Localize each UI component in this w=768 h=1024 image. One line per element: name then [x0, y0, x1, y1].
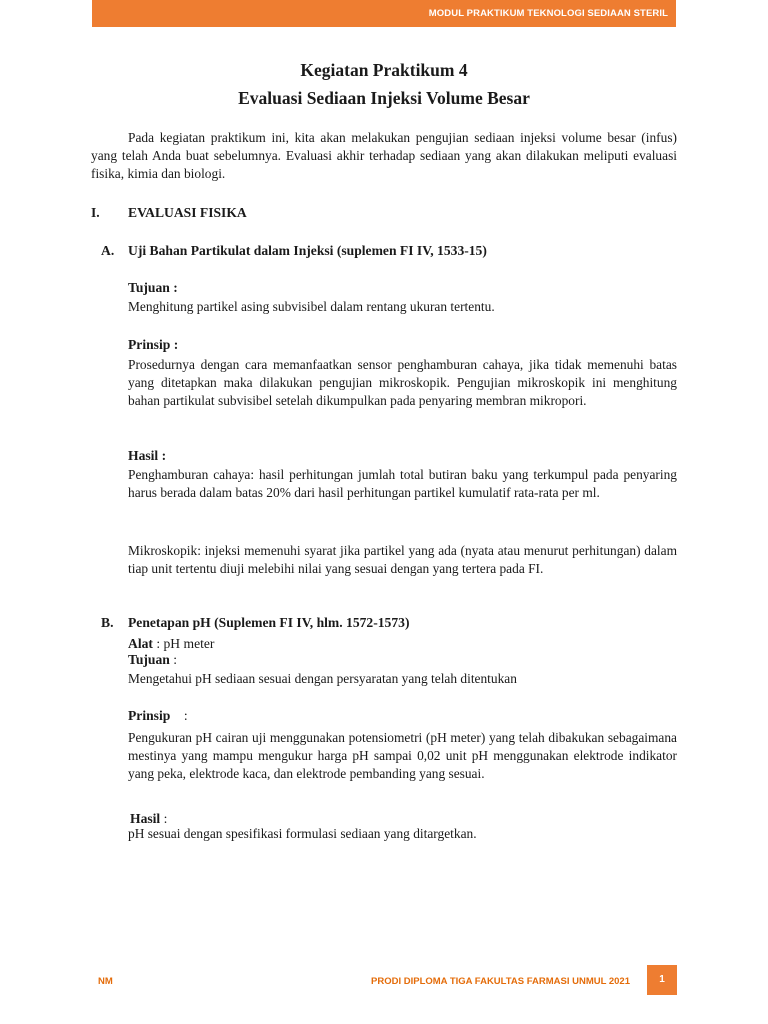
footer-initials: NM	[98, 976, 113, 987]
prinsip-b-label: Prinsip	[128, 708, 171, 723]
page-number: 1	[647, 965, 677, 995]
tujuan-b-colon: :	[169, 652, 178, 667]
prinsip-text: Prosedurnya dengan cara memanfaatkan sensor penghamburan cahaya, jika tidak memenuhi batas yang ditetapkan maka dilakukan pengujian mikroskopik. Pengujian mikroskopik ini menghitung bahan partikulat subvisibel setelah dikumpulkan pada penyaring membran mikropori.	[128, 357, 677, 409]
hasil-b-text: pH sesuai dengan spesifikasi formulasi sediaan yang ditargetkan.	[128, 826, 477, 841]
section-number: I.	[91, 205, 100, 220]
hasil-b-label: Hasil	[130, 811, 161, 826]
prinsip-b-colon: :	[170, 708, 188, 723]
prinsip-b-line	[128, 708, 188, 724]
tujuan-b-line	[128, 652, 177, 668]
footer-institution: PRODI DIPLOMA TIGA FAKULTAS FARMASI UNMUL 2021	[371, 976, 630, 987]
tujuan-label: Tujuan :	[128, 280, 178, 295]
prinsip-b-text: Pengukuran pH cairan uji menggunakan potensiometri (pH meter) yang telah dibakukan sebagaimana mestinya yang mampu mengukur harga pH sampai 0,02 unit pH menggunakan elektrode indikator yang peka, elektrode kaca, dan elektrode pembanding yang sesuai.	[128, 730, 677, 782]
prinsip-label: Prinsip :	[128, 337, 179, 352]
hasil-text-light-scattering: Penghamburan cahaya: hasil perhitungan jumlah total butiran baku yang terkumpul pada penyaring harus berada dalam batas 20% dari hasil perhitungan partikel kumulatif rata-rata per ml.	[128, 467, 677, 501]
hasil-b-colon: :	[160, 811, 168, 826]
subsection-a-title: Uji Bahan Partikulat dalam Injeksi (suplemen FI IV, 1533-15)	[128, 243, 487, 258]
hasil-label: Hasil :	[128, 448, 167, 463]
alat-line	[128, 636, 214, 652]
intro-paragraph: Pada kegiatan praktikum ini, kita akan melakukan pengujian sediaan injeksi volume besar (infus) yang telah Anda buat sebelumnya. Evaluasi akhir terhadap sediaan yang akan dilakukan meliputi evaluasi fisika, kimia dan biologi.	[91, 130, 677, 181]
alat-label: Alat	[128, 636, 153, 651]
subsection-b-letter: B.	[101, 615, 114, 630]
page-subtitle: Evaluasi Sediaan Injeksi Volume Besar	[238, 88, 530, 108]
module-title: MODUL PRAKTIKUM TEKNOLOGI SEDIAAN STERIL	[428, 8, 668, 19]
subsection-a-letter: A.	[101, 243, 115, 258]
subsection-b-title: Penetapan pH (Suplemen FI IV, hlm. 1572-1573)	[128, 615, 410, 630]
page-title: Kegiatan Praktikum 4	[300, 60, 468, 80]
alat-text: : pH meter	[152, 636, 215, 651]
tujuan-b-text: Mengetahui pH sediaan sesuai dengan persyaratan yang telah ditentukan	[128, 671, 517, 686]
tujuan-b-label: Tujuan	[128, 652, 170, 667]
section-title: EVALUASI FISIKA	[128, 205, 247, 220]
tujuan-text: Menghitung partikel asing subvisibel dalam rentang ukuran tertentu.	[128, 299, 495, 314]
header-bar	[92, 0, 676, 27]
hasil-text-microscopic: Mikroskopik: injeksi memenuhi syarat jika partikel yang ada (nyata atau menurut perhitungan) dalam tiap unit tertentu diuji melebihi nilai yang sesuai dengan yang tertera pada FI.	[128, 543, 677, 577]
